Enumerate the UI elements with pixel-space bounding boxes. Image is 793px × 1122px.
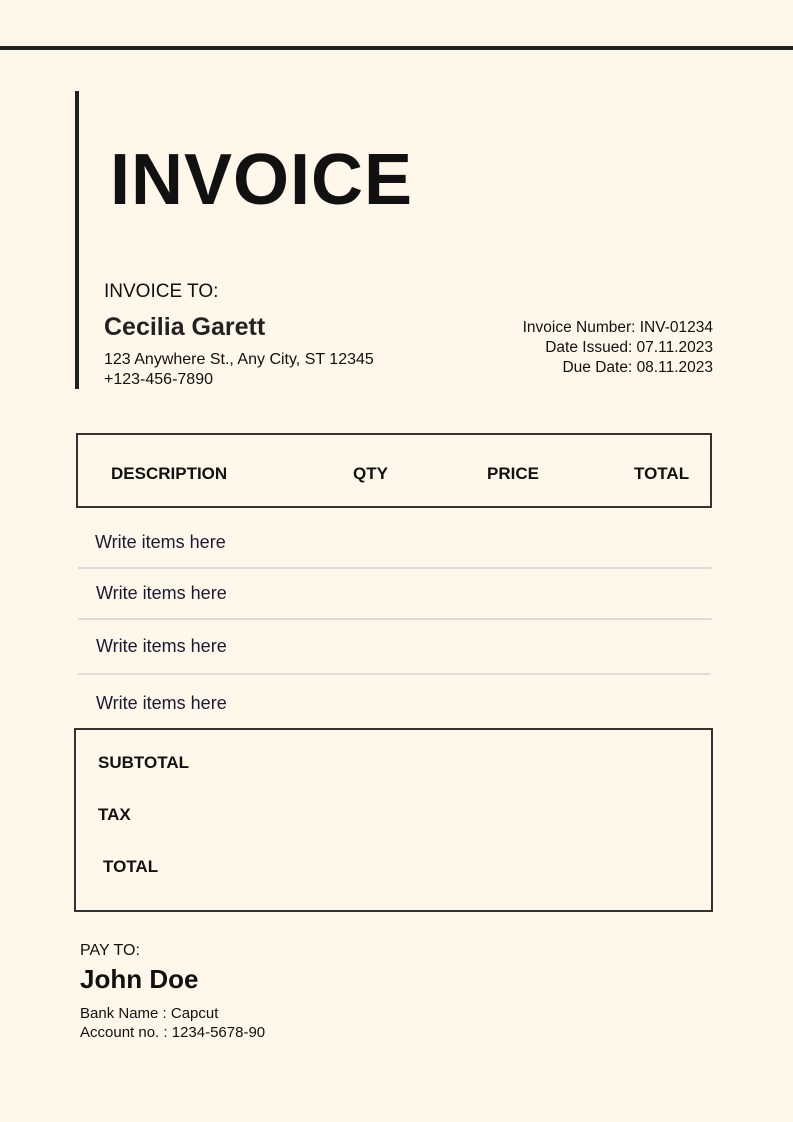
invoice-number: Invoice Number: INV-01234	[522, 319, 713, 336]
payee-name: John Doe	[80, 964, 199, 994]
client-contact	[104, 350, 374, 390]
client-name: Cecilia Garett	[104, 313, 266, 341]
line-item: Write items here	[96, 636, 227, 656]
row-divider	[78, 673, 710, 675]
bank-details	[80, 1004, 265, 1042]
tax-label: TAX	[98, 805, 131, 824]
invoice-title: INVOICE	[110, 140, 414, 220]
bank-name: Bank Name : Capcut	[80, 1005, 219, 1022]
subtotal-label: SUBTOTAL	[98, 753, 189, 772]
row-divider	[78, 618, 712, 620]
client-phone: +123-456-7890	[104, 371, 213, 388]
line-item: Write items here	[96, 583, 227, 603]
header-description: DESCRIPTION	[111, 464, 228, 483]
date-issued: Date Issued: 07.11.2023	[545, 339, 713, 356]
total-label: TOTAL	[103, 857, 159, 876]
pay-to-label: PAY TO:	[80, 942, 140, 959]
invoice-to-label: INVOICE TO:	[104, 281, 219, 302]
header-qty: QTY	[353, 464, 388, 483]
account-number: Account no. : 1234-5678-90	[80, 1024, 266, 1041]
invoice-meta	[523, 318, 713, 378]
top-divider	[0, 46, 793, 50]
client-address: 123 Anywhere St., Any City, ST 12345	[104, 351, 374, 368]
header-price: PRICE	[487, 464, 539, 483]
line-item: Write items here	[96, 693, 227, 713]
header-accent-bar	[75, 91, 79, 389]
header-total: TOTAL	[634, 464, 690, 483]
due-date: Due Date: 08.11.2023	[562, 359, 713, 376]
row-divider	[78, 567, 712, 569]
line-item: Write items here	[95, 532, 226, 552]
